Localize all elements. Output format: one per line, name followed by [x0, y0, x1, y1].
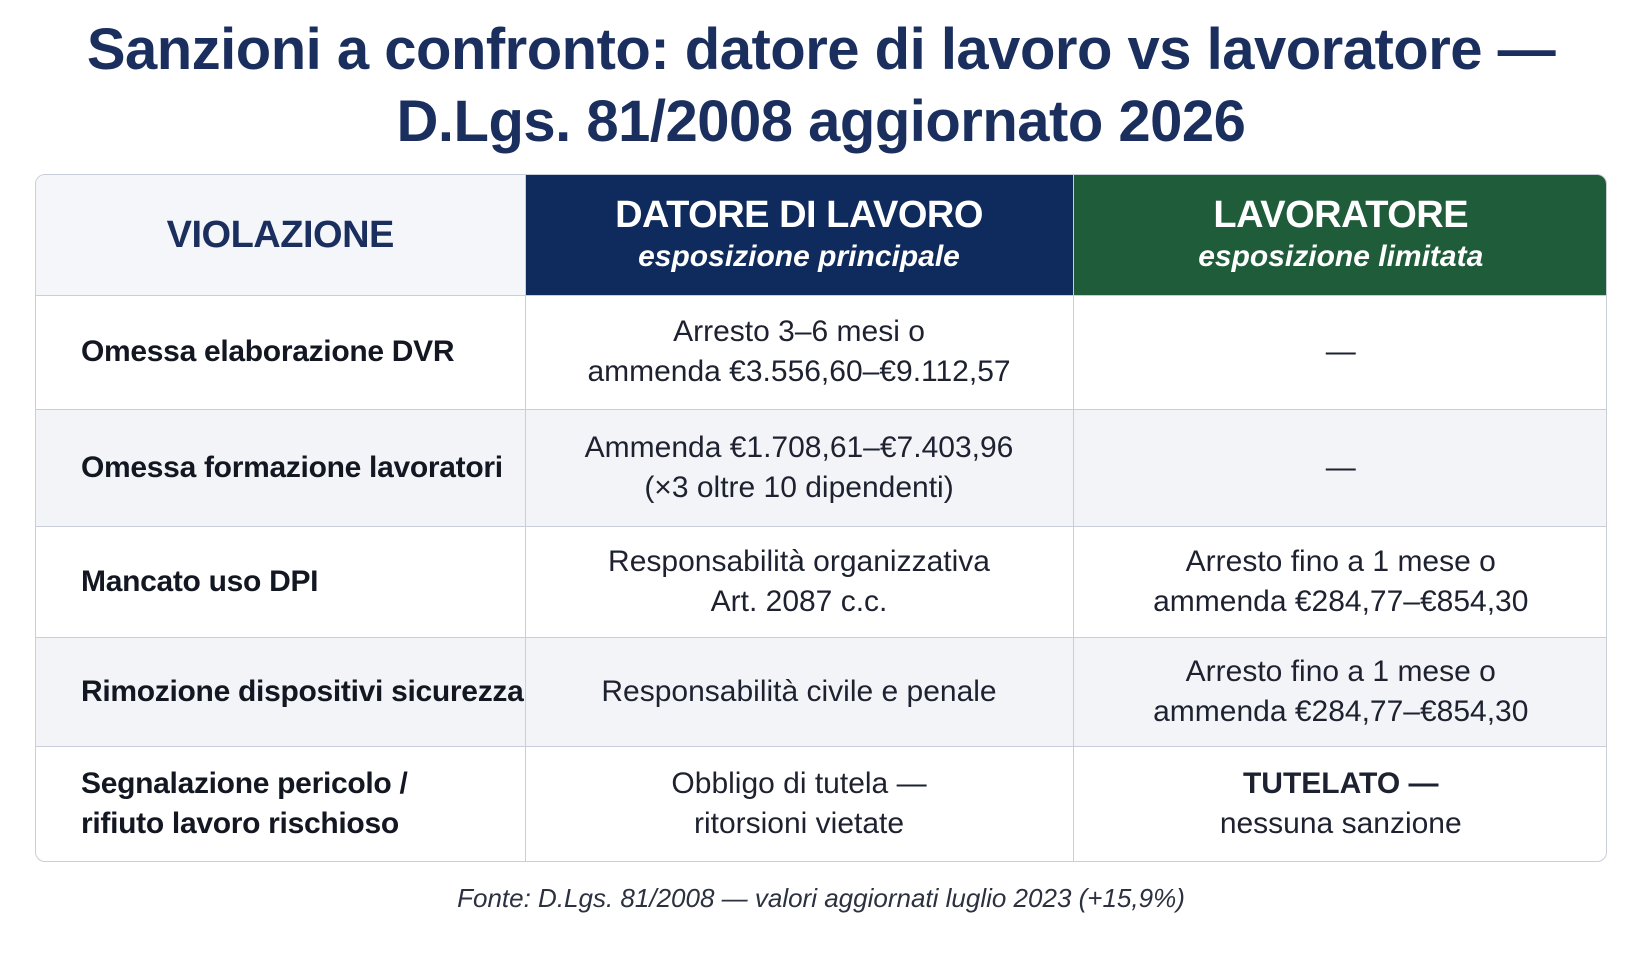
cell-lavoratore-line: TUTELATO —: [1242, 766, 1439, 800]
cell-lavoratore-line: Arresto fino a 1 mese o: [1185, 545, 1496, 579]
cell-lavoratore-line: ammenda €284,77–€854,30: [1153, 694, 1529, 728]
cell-lavoratore: [1073, 527, 1607, 638]
source-note: Fonte: D.Lgs. 81/2008 — valori aggiornati luglio 2023 (+15,9%): [457, 883, 1185, 913]
cell-lavoratore: [1073, 410, 1607, 527]
cell-lavoratore: [1073, 746, 1607, 861]
table-header-row: [36, 175, 1607, 295]
cell-violazione: [36, 410, 525, 527]
table-row: [36, 295, 1607, 410]
cell-datore: [525, 746, 1073, 861]
cell-violazione-line: rifiuto lavoro rischioso: [81, 806, 399, 840]
cell-datore-line: Ammenda €1.708,61–€7.403,96: [584, 431, 1014, 465]
cell-violazione-line: Mancato uso DPI: [81, 565, 319, 599]
cell-datore-line: Art. 2087 c.c.: [710, 585, 888, 619]
header-datore-label: DATORE DI LAVORO: [615, 193, 983, 236]
cell-lavoratore-line: ammenda €284,77–€854,30: [1153, 585, 1529, 619]
title-line-2: D.Lgs. 81/2008 aggiornato 2026: [396, 89, 1246, 154]
cell-datore-line: Responsabilità civile e penale: [601, 674, 997, 708]
page-title: [0, 14, 1642, 158]
table-row: [36, 746, 1607, 861]
cell-datore-line: Obbligo di tutela —: [671, 766, 927, 800]
cell-violazione-line: Segnalazione pericolo /: [81, 766, 408, 800]
sanctions-table: [35, 174, 1607, 862]
cell-datore-line: ammenda €3.556,60–€9.112,57: [587, 355, 1011, 389]
cell-lavoratore-line: —: [1325, 451, 1356, 485]
header-datore: [525, 175, 1073, 295]
header-violazione: [36, 175, 525, 295]
cell-datore: [525, 295, 1073, 410]
cell-violazione-line: Omessa formazione lavoratori: [81, 451, 503, 485]
cell-lavoratore: [1073, 295, 1607, 410]
cell-datore: [525, 527, 1073, 638]
header-violazione-label: VIOLAZIONE: [166, 213, 394, 256]
cell-lavoratore-line: —: [1325, 335, 1356, 369]
table-row: [36, 638, 1607, 747]
cell-lavoratore: [1073, 638, 1607, 747]
cell-violazione: [36, 295, 525, 410]
cell-datore-line: Arresto 3–6 mesi o: [673, 315, 925, 349]
title-line-1: Sanzioni a confronto: datore di lavoro vs lavoratore —: [86, 17, 1556, 82]
cell-datore: [525, 410, 1073, 527]
header-lavoratore: [1073, 175, 1607, 295]
cell-violazione: [36, 638, 525, 747]
table-row: [36, 410, 1607, 527]
cell-lavoratore-line: Arresto fino a 1 mese o: [1185, 654, 1496, 688]
cell-violazione: [36, 746, 525, 861]
cell-datore-line: Responsabilità organizzativa: [608, 545, 990, 579]
cell-violazione: [36, 527, 525, 638]
cell-violazione-line: Rimozione dispositivi sicurezza: [81, 674, 524, 708]
cell-violazione-line: Omessa elaborazione DVR: [81, 335, 455, 369]
table-row: [36, 527, 1607, 638]
cell-datore-line: ritorsioni vietate: [693, 806, 905, 840]
header-datore-subtitle: esposizione principale: [638, 239, 960, 273]
header-lavoratore-subtitle: esposizione limitata: [1198, 239, 1484, 273]
table-body: [36, 295, 1607, 861]
cell-datore: [525, 638, 1073, 747]
cell-datore-line: (×3 oltre 10 dipendenti): [644, 471, 954, 505]
cell-lavoratore-line: nessuna sanzione: [1219, 806, 1462, 840]
header-lavoratore-label: LAVORATORE: [1213, 193, 1469, 236]
